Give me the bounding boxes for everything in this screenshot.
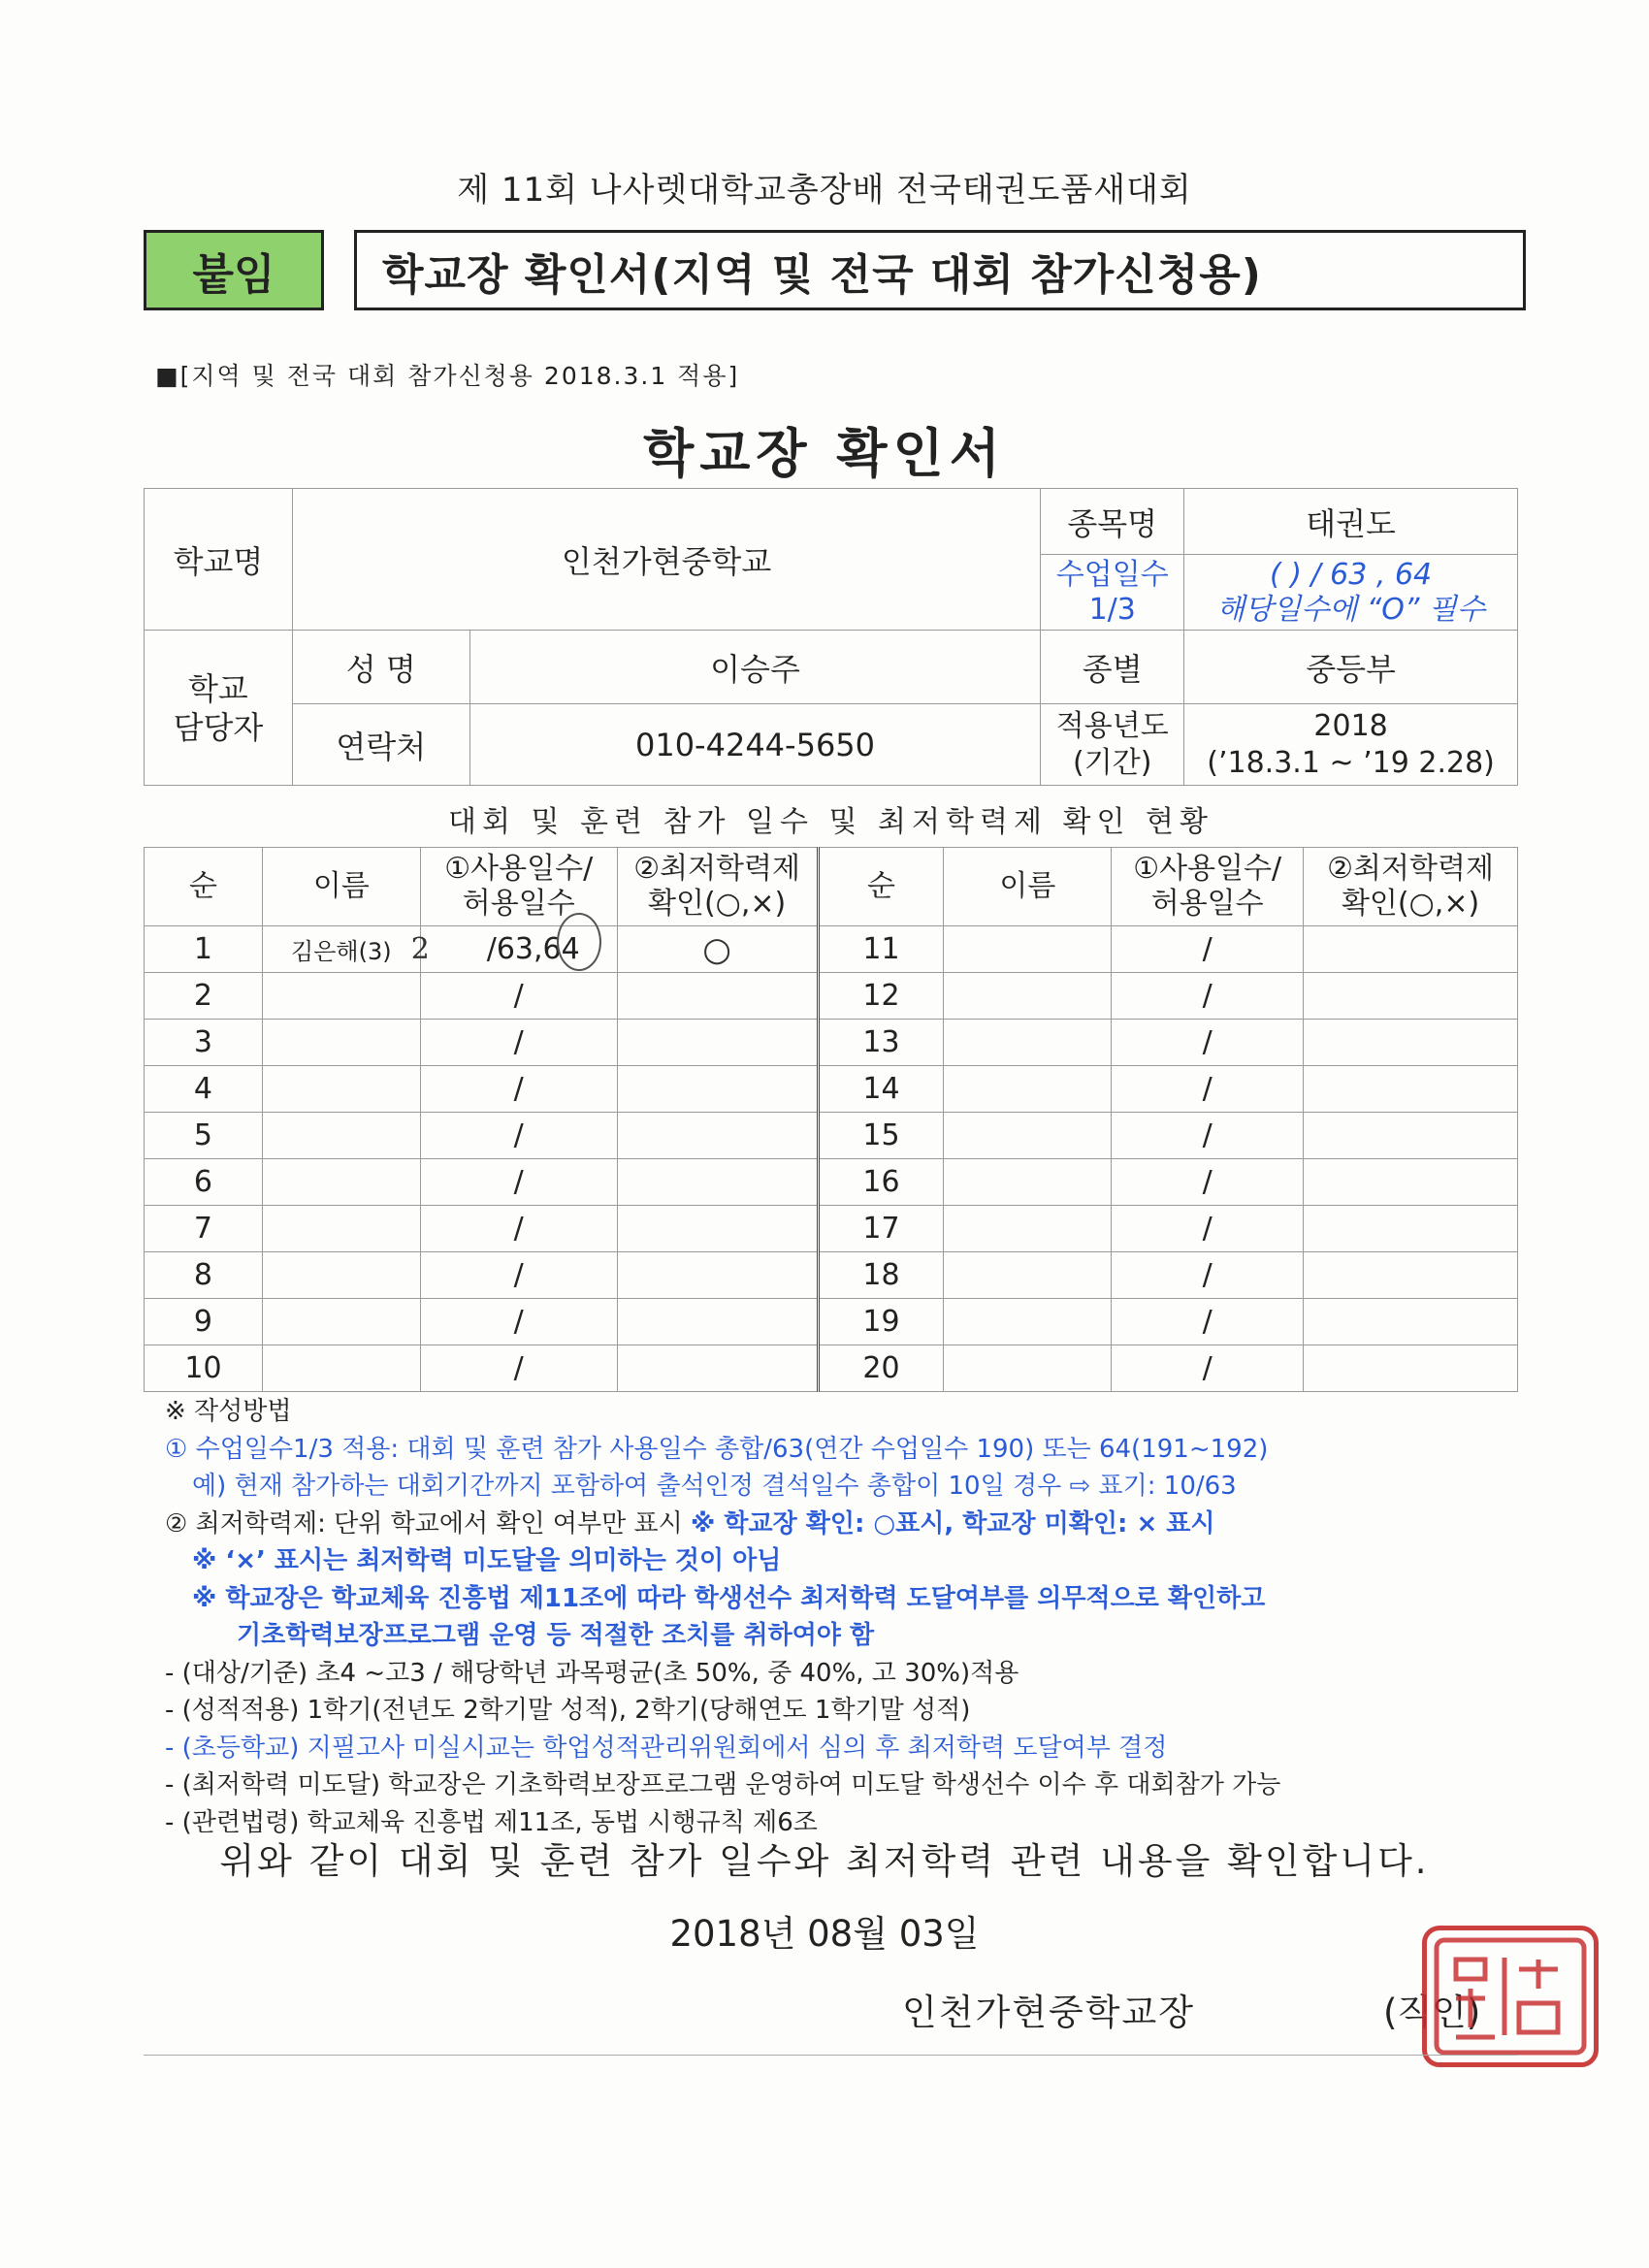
student-days-used: 2 [410, 932, 430, 966]
row-no-right: 20 [818, 1345, 944, 1392]
row-no: 4 [145, 1066, 263, 1113]
name-label: 성 명 [292, 631, 469, 704]
row-check-right [1304, 1113, 1518, 1159]
sport-label: 종목명 [1041, 489, 1184, 555]
row-check-right [1304, 1020, 1518, 1066]
contact-label: 연락처 [292, 704, 469, 786]
contact-value: 010-4244-5650 [469, 704, 1041, 786]
col-check-2: 확인(○,×) [647, 887, 787, 921]
year-value-2: (’18.3.1 ~ ’19 2.28) [1207, 745, 1495, 780]
instruction-line: ※ 학교장은 학교체육 진흥법 제11조에 따라 학생선수 최저학력 도달여부를 의무적으로 확인하고 [192, 1583, 1266, 1613]
instruction-line: - (성적적용) 1학기(전년도 2학기말 성적), 2학기(당해연도 1학기말 성적) [165, 1696, 971, 1725]
row-check [617, 1206, 818, 1252]
col-days-right-1: ①사용일수/ [1133, 852, 1282, 886]
signer-name: 인천가현중학교장 [902, 1992, 1195, 2033]
confirmation-statement: 위와 같이 대회 및 훈련 참가 일수와 최저학력 관련 내용을 확인합니다. [219, 1840, 1430, 1882]
row-days: / [420, 1159, 617, 1206]
instructions [165, 1393, 1542, 1841]
row-name-right [944, 926, 1112, 973]
row-days: / [420, 1066, 617, 1113]
table-row [145, 1020, 1518, 1066]
row-name [262, 973, 420, 1020]
row-days: / [420, 1252, 617, 1299]
row-name [262, 1159, 420, 1206]
row-no-right: 13 [818, 1020, 944, 1066]
year-value-1: 2018 [1313, 708, 1388, 743]
row-days: / [420, 1020, 617, 1066]
classdays-value-1: ( ) / 63 , 64 [1270, 557, 1433, 592]
row-days-right: / [1112, 1159, 1304, 1206]
row-check [617, 1299, 818, 1345]
instruction-line: 기초학력보장프로그램 운영 등 적절한 조치를 취하여야 함 [237, 1621, 875, 1650]
row-days-right: / [1112, 1299, 1304, 1345]
row-no-right: 17 [818, 1206, 944, 1252]
row-check [617, 1345, 818, 1392]
name-value: 이승주 [469, 631, 1041, 704]
row-days: / [420, 1299, 617, 1345]
row-name-right [944, 1299, 1112, 1345]
row-name [262, 1113, 420, 1159]
instructions-heading: ※ 작성방법 [165, 1397, 292, 1426]
table-row [145, 1299, 1518, 1345]
year-label-1: 적용년도 [1055, 708, 1169, 743]
row-no: 7 [145, 1206, 263, 1252]
instruction-line: ① 수업일수1/3 적용: 대회 및 훈련 참가 사용일수 총합/63(연간 수업일수 190) 또는 64(191~192) [165, 1434, 1269, 1464]
classdays-label [1041, 555, 1184, 631]
school-label: 학교명 [145, 489, 293, 631]
row-name-right [944, 973, 1112, 1020]
table-row [145, 926, 1518, 973]
row-no: 10 [145, 1345, 263, 1392]
manager-label-2: 담당자 [173, 708, 264, 746]
row-no: 2 [145, 973, 263, 1020]
student-name: 김은해(3) [262, 926, 420, 973]
school-name: 인천가현중학교 [292, 489, 1040, 631]
row-days: / [420, 1206, 617, 1252]
col-name-right: 이름 [944, 848, 1112, 926]
student-check-mark: ○ [702, 929, 731, 969]
col-check-right [1304, 848, 1518, 926]
col-days-1: ①사용일수/ [444, 852, 594, 886]
row-days-right: / [1112, 1066, 1304, 1113]
row-name-right [944, 1159, 1112, 1206]
row-no-right: 15 [818, 1113, 944, 1159]
row-name [262, 1206, 420, 1252]
classdays-value [1184, 555, 1518, 631]
col-no-right: 순 [818, 848, 944, 926]
row-check-right [1304, 1252, 1518, 1299]
col-check [617, 848, 818, 926]
row-check [617, 1066, 818, 1113]
instruction-line: 예) 현재 참가하는 대회기간까지 포함하여 출석인정 결석일수 총합이 10일 경우 ⇨ 표기: 10/63 [192, 1472, 1237, 1501]
classdays-label-1: 수업일수 [1055, 557, 1169, 592]
col-days-right [1112, 848, 1304, 926]
division-value: 중등부 [1184, 631, 1518, 704]
row-days-right: / [1112, 1206, 1304, 1252]
row-no-right: 18 [818, 1252, 944, 1299]
row-no: 1 [145, 926, 263, 973]
bottom-divider [144, 2055, 1518, 2056]
table-row [145, 1066, 1518, 1113]
row-name-right [944, 1252, 1112, 1299]
attach-label: 붙임 [144, 230, 324, 310]
row-no-right: 12 [818, 973, 944, 1020]
year-value [1184, 704, 1518, 786]
student-check [617, 926, 818, 973]
table-row [145, 1206, 1518, 1252]
row-name [262, 1252, 420, 1299]
instruction-line: - (관련법령) 학교체육 진흥법 제11조, 동법 시행규칙 제6조 [165, 1807, 818, 1837]
instruction-line-a: ② 최저학력제: 단위 학교에서 확인 여부만 표시 [165, 1508, 692, 1539]
row-days-right: / [1112, 1345, 1304, 1392]
row-name-right [944, 1206, 1112, 1252]
row-days: / [420, 973, 617, 1020]
year-label-2: (기간) [1073, 745, 1152, 780]
col-days-right-2: 허용일수 [1150, 887, 1264, 921]
row-no: 3 [145, 1020, 263, 1066]
instruction-line: - (대상/기준) 초4 ~고3 / 해당학년 과목평균(초 50%, 중 40%, 고 30%)적용 [165, 1658, 1019, 1688]
table-row [145, 1345, 1518, 1392]
circle-mark-icon [557, 913, 601, 971]
document-title: 학교장 확인서 [643, 423, 1006, 484]
row-check [617, 1252, 818, 1299]
classdays-value-2: 해당일수에 “O” 필수 [1216, 592, 1485, 627]
status-title: 대회 및 훈련 참가 일수 및 최저학력제 확인 현황 [448, 805, 1213, 839]
row-name-right [944, 1020, 1112, 1066]
instruction-line: ※ ‘×’ 표시는 최저학력 미도달을 의미하는 것이 아님 [192, 1546, 782, 1575]
row-days-right: / [1112, 973, 1304, 1020]
row-name-right [944, 1113, 1112, 1159]
instruction-line: - (최저학력 미도달) 학교장은 기초학력보장프로그램 운영하여 미도달 학생선수 이수 후 대회참가 가능 [165, 1770, 1281, 1799]
instruction-line: - (초등학교) 지필고사 미실시교는 학업성적관리위원회에서 심의 후 최저학력 도달여부 결정 [165, 1733, 1168, 1763]
row-name [262, 1066, 420, 1113]
row-check-right [1304, 1159, 1518, 1206]
year-label [1041, 704, 1184, 786]
col-name: 이름 [262, 848, 420, 926]
form-title: 학교장 확인서(지역 및 전국 대회 참가신청용) [354, 230, 1526, 310]
event-title: 제 11회 나사렛대학교총장배 전국태권도품새대회 [457, 171, 1192, 210]
row-check-right [1304, 1299, 1518, 1345]
row-check [617, 1020, 818, 1066]
row-check-right [1304, 1206, 1518, 1252]
division-label: 종별 [1041, 631, 1184, 704]
row-days: / [420, 1345, 617, 1392]
info-table [144, 488, 1518, 786]
student-days [410, 926, 617, 973]
table-row [145, 1159, 1518, 1206]
row-name [262, 1020, 420, 1066]
row-check-right [1304, 926, 1518, 973]
row-no: 6 [145, 1159, 263, 1206]
col-check-1: ②최저학력제 [633, 852, 800, 886]
row-no-right: 16 [818, 1159, 944, 1206]
row-no-right: 14 [818, 1066, 944, 1113]
row-days-right: / [1112, 926, 1304, 973]
official-seal-icon [1422, 1926, 1599, 2067]
row-no-right: 11 [818, 926, 944, 973]
row-no: 5 [145, 1113, 263, 1159]
instruction-line [165, 1506, 1542, 1543]
manager-label-1: 학교 [188, 669, 248, 707]
row-no: 8 [145, 1252, 263, 1299]
col-days-2: 허용일수 [462, 887, 575, 921]
form-note: ■[지역 및 전국 대회 참가신청용 2018.3.1 적용] [155, 362, 740, 390]
row-days-right: / [1112, 1020, 1304, 1066]
col-no: 순 [145, 848, 263, 926]
row-check-right [1304, 1345, 1518, 1392]
col-check-right-1: ②최저학력제 [1327, 852, 1494, 886]
row-name [262, 1345, 420, 1392]
row-name-right [944, 1066, 1112, 1113]
row-days: / [420, 1113, 617, 1159]
row-check-right [1304, 1066, 1518, 1113]
row-name [262, 1299, 420, 1345]
sport-value: 태권도 [1184, 489, 1518, 555]
row-check-right [1304, 973, 1518, 1020]
student-days-allowed: /63,64 [486, 932, 580, 966]
issue-date: 2018년 08월 03일 [669, 1913, 980, 1955]
table-row [145, 1113, 1518, 1159]
row-check [617, 1113, 818, 1159]
table-row [145, 1252, 1518, 1299]
classdays-label-2: 1/3 [1088, 592, 1136, 627]
row-check [617, 973, 818, 1020]
row-days-right: / [1112, 1113, 1304, 1159]
row-check [617, 1159, 818, 1206]
participation-table [144, 847, 1518, 1392]
col-check-right-2: 확인(○,×) [1341, 887, 1480, 921]
table-row [145, 973, 1518, 1020]
row-no-right: 19 [818, 1299, 944, 1345]
row-name-right [944, 1345, 1112, 1392]
instruction-line-b: ※ 학교장 확인: ○표시, 학교장 미확인: × 표시 [691, 1508, 1215, 1539]
seal-label: (직인) [1383, 1992, 1481, 2033]
manager-label [145, 631, 293, 786]
row-no: 9 [145, 1299, 263, 1345]
row-days-right: / [1112, 1252, 1304, 1299]
